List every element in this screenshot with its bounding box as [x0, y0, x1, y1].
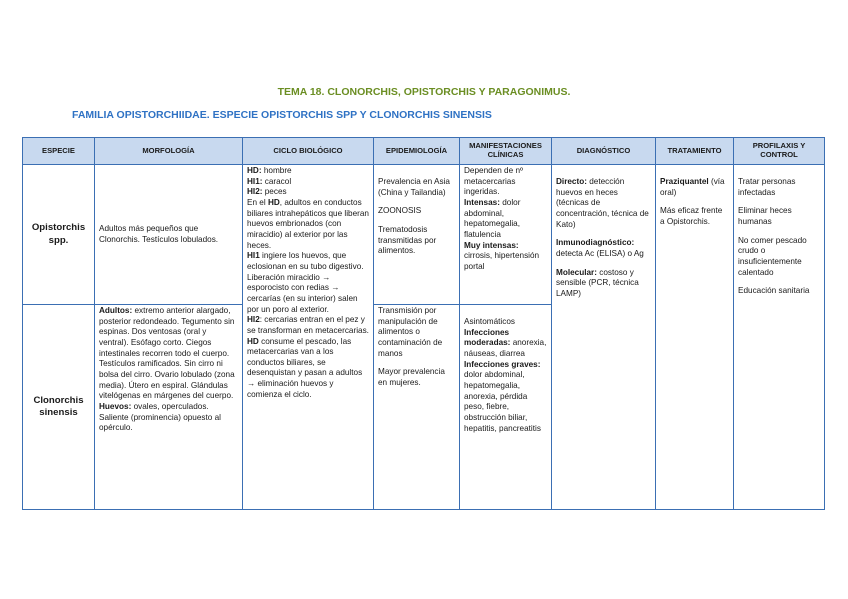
document-subtitle: FAMILIA OPISTORCHIIDAE. ESPECIE OPISTORCHIS SPP Y CLONORCHIS SINENSIS: [72, 109, 492, 121]
diagnostico-cell: Directo: detección huevos en heces (técnicas de concentración, técnica de Kato) Inmunodiagnóstico: detecta Ac (ELISA) o Ag Molecular: costoso y sensible (PCR, técnica LAMP): [552, 165, 656, 510]
manifestaciones-opistorchis: Dependen de nº metacercarias ingeridas. Intensas: dolor abdominal, hepatomegalia, flatulencia Muy intensas: cirrosis, hipertensión portal: [460, 165, 552, 305]
document-title: TEMA 18. CLONORCHIS, OPISTORCHIS Y PARAGONIMUS.: [277, 86, 571, 98]
parasite-table: [22, 137, 825, 510]
header-tratamiento: TRATAMIENTO: [656, 138, 734, 165]
ciclo-biologico-cell: HD: hombre HI1: caracol HI2: peces En el HD, adultos en conductos biliares intrahepáticos que liberan huevos embrionados (con miracidio) al exterior por las heces. HI1 ingiere los huevos, que eclosionan en su tubo digestivo. Liberación miracidio → esporocisto con redias → cercarías (en su interior) salen por un poro al exterior. HI2: cercarias entran en el pez y se transforman en metacercarias. HD consume el pescado, las metacercarias van a los conductos biliares, se desenquistan y pasan a adultos → eliminación huevos y comienza el ciclo.: [243, 165, 374, 510]
table-row-opistorchis: [23, 165, 825, 305]
header-morfologia: MORFOLOGÍA: [95, 138, 243, 165]
species-opistorchis: Opistorchis spp.: [23, 165, 95, 305]
manifestaciones-clonorchis: Asintomáticos Infecciones moderadas: anorexia, náuseas, diarrea Infecciones graves: dolor abdominal, hepatomegalia, anorexia, pérdida peso, fiebre, obstrucción biliar, hepatitis, pancreatitis: [460, 305, 552, 510]
header-diagnostico: DIAGNÓSTICO: [552, 138, 656, 165]
header-profilaxis: PROFILAXIS Y CONTROL: [734, 138, 825, 165]
epidemiologia-clonorchis: Transmisión por manipulación de alimentos o contaminación de manos Mayor prevalencia en mujeres.: [374, 305, 460, 510]
morfologia-clonorchis: Adultos: extremo anterior alargado, posterior redondeado. Tegumento sin espinas. Dos ventosas (oral y ventral). Esófago corto. Ciegos intestinales recorren todo el cuerpo. Testículos ramificados. Sin cirro ni bolsa del cirro. Ovario lobulado (zona media). Útero en espiral. Glándulas vitelógenas en márgenes del cuerpo. Huevos: ovales, operculados. Saliente (prominencia) opuesto al opérculo.: [95, 305, 243, 510]
header-ciclo: CICLO BIOLÓGICO: [243, 138, 374, 165]
epidemiologia-opistorchis: Prevalencia en Asia (China y Tailandia) ZOONOSIS Trematodosis transmitidas por alimentos.: [374, 165, 460, 305]
header-row: [23, 138, 825, 165]
species-clonorchis: Clonorchis sinensis: [23, 305, 95, 510]
morfologia-opistorchis: Adultos más pequeños que Clonorchis. Testículos lobulados.: [95, 165, 243, 305]
header-especie: ESPECIE: [23, 138, 95, 165]
tratamiento-cell: Praziquantel (vía oral) Más eficaz frente a Opistorchis.: [656, 165, 734, 510]
header-manifestaciones: MANIFESTACIONES CLÍNICAS: [460, 138, 552, 165]
header-epidemiologia: EPIDEMIOLOGÍA: [374, 138, 460, 165]
profilaxis-cell: Tratar personas infectadas Eliminar heces humanas No comer pescado crudo o insuficientemente calentado Educación sanitaria: [734, 165, 825, 510]
